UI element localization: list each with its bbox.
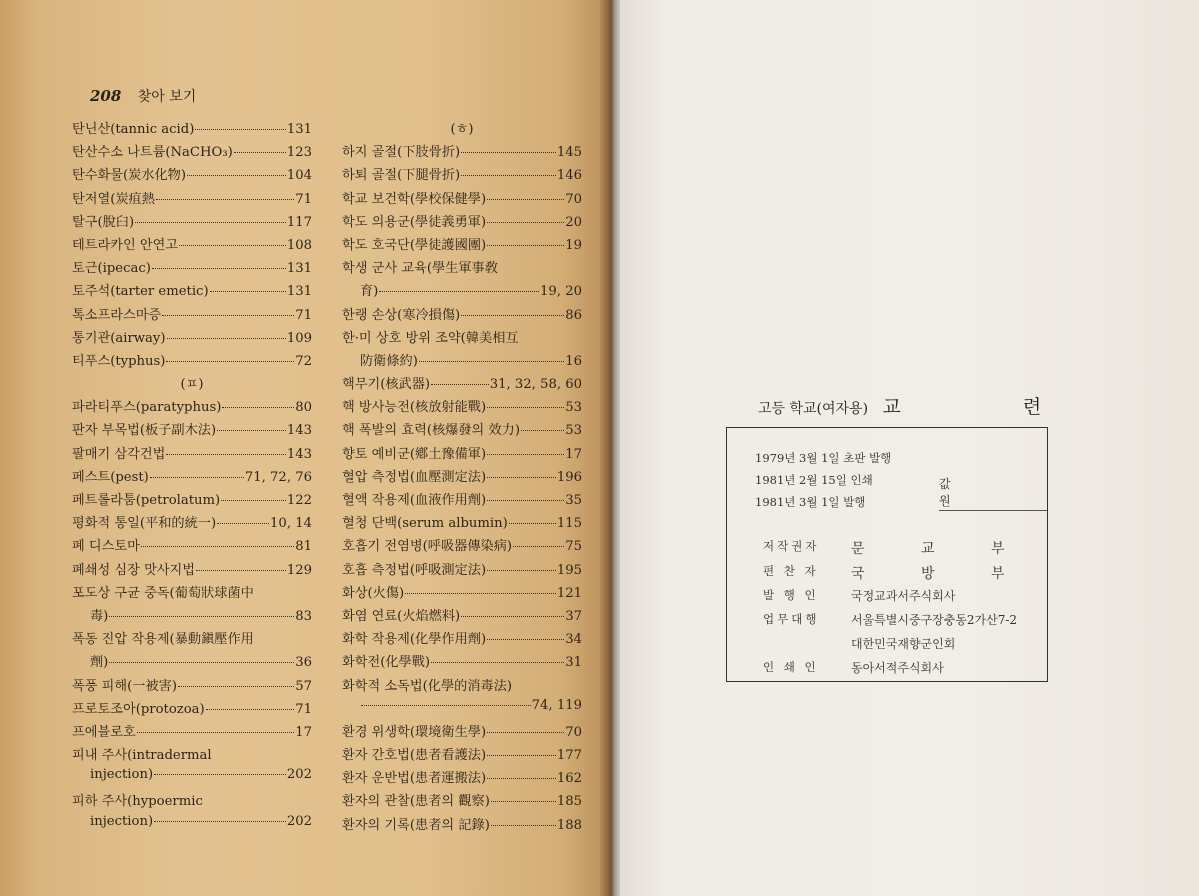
index-entry-term: 팔매기 삼각건법 [72,446,166,462]
index-entry [342,211,582,234]
index-entry-term: 포도상 구균 중독(葡萄狀球菌中 [72,585,254,601]
index-entry [72,814,312,837]
index-entry [342,419,582,442]
index-entry-term: 화상(火傷) [342,585,405,601]
index-section-heading: (ㅍ) [180,377,204,393]
index-entry-term: 프에블로호 [72,724,136,740]
index-entry-pages: 34 [565,632,582,648]
index-entry-term: 토주석(tarter emetic) [72,284,209,300]
index-entry-term: 화학 작용제(化學作用劑) [342,632,487,648]
dot-leader [461,315,564,316]
dot-leader [137,732,295,733]
index-entry-term: 한·미 상호 방위 조약(韓美相互 [342,330,519,346]
credit-value: 국 방 부 [851,566,1031,582]
dot-leader [521,430,564,431]
imprint-box [726,427,1048,682]
dot-leader [187,175,286,176]
index-entry-pages: 123 [286,145,312,161]
index-entry-pages: 143 [286,446,312,462]
index-entry-pages: 86 [565,307,582,323]
dot-leader [487,222,564,223]
index-entry [72,559,312,582]
index-entry-term: 혈청 단백(serum albumin) [342,516,508,532]
index-entry-pages: 17 [565,446,582,462]
credit-value: 대한민국재향군인회 [851,637,956,651]
dot-leader [405,593,556,594]
index-entry [342,164,582,187]
right-page [620,0,1199,896]
index-entry-continuation: injection) [90,767,154,783]
index-entry-pages: 36 [295,655,312,671]
index-entry-term: 환자 간호법(患者看護法) [342,748,487,764]
index-entry-pages: 202 [286,767,312,783]
dot-leader [361,705,531,706]
index-entry-term: 핵무기(核武器) [342,377,431,393]
index-entry-pages: 71 [295,307,312,323]
dot-leader [419,361,564,362]
index-entry-term: 탄닌산(tannic acid) [72,122,195,137]
page-number: 208 [90,87,122,105]
index-entry-term: 향토 예비군(鄕土豫備軍) [342,446,487,462]
credit-row [763,587,955,604]
index-entry [72,535,312,558]
dot-leader [513,546,564,547]
dot-leader [431,662,564,663]
imprint-book-title: 교 련 [882,396,1100,418]
index-entry-pages: 115 [556,516,582,532]
index-entry [72,443,312,466]
index-entry-pages: 37 [565,608,582,624]
index-entry-pages: 19 [565,237,582,253]
dot-leader [150,477,244,478]
dot-leader [509,523,556,524]
index-entry-continuation: 育) [360,284,379,300]
credit-label: 인 쇄 인 [763,660,819,674]
imprint-title [758,392,1099,419]
index-entry [342,814,582,837]
index-entry-term: 티푸스(typhus) [72,353,166,369]
index-entry-pages: 145 [556,145,582,161]
index-entry-term: 학도 호국단(學徒護國團) [342,237,487,253]
index-entry [342,489,582,512]
index-entry-pages: 74, 119 [531,697,582,713]
dot-leader [487,639,564,640]
index-entry-term: 한랭 손상(寒冷損傷) [342,307,461,323]
index-entry-pages: 117 [286,214,312,230]
index-entry [72,744,312,767]
index-entry [72,721,312,744]
index-entry-pages: 196 [556,469,582,485]
index-entry-pages: 20 [565,214,582,230]
credit-value: 문 교 부 [851,541,1031,557]
index-entry-term: 화학적 소독법(化學的消毒法) [342,678,513,694]
credit-row [763,538,1030,558]
book-gutter [600,0,622,896]
index-entry [72,188,312,211]
dot-leader [487,454,564,455]
index-entry-pages: 16 [565,353,582,369]
index-entry [342,234,582,257]
index-entry-term: 피내 주사(intradermal [72,748,212,764]
page-header-title: 찾아 보기 [137,89,197,105]
index-entry-term: 평화적 통일(平和的統一) [72,516,217,532]
dot-leader [135,222,286,223]
index-entry-pages: 31 [565,655,582,671]
dot-leader [222,407,294,408]
index-entry [342,582,582,605]
credit-value: 동아서적주식회사 [851,661,944,675]
index-entry-term: 핵 방사능전(核放射能戰) [342,400,487,416]
index-entry [342,790,582,813]
credit-row [763,563,1030,583]
index-entry-pages: 71 [295,191,312,207]
index-entry-continuation: 防衛條約) [360,353,418,369]
index-entry-pages: 75 [565,539,582,555]
index-entry [342,327,582,350]
index-entry-pages: 202 [286,813,312,829]
index-entry [342,744,582,767]
index-entry [72,327,312,350]
dot-leader [156,199,294,200]
index-entry-pages: 53 [565,423,582,439]
index-entry-pages: 108 [286,237,312,253]
index-entry-pages: 195 [556,562,582,578]
index-entry [72,396,312,419]
index-entry-term: 환자의 관찰(患者의 觀察) [342,794,490,810]
dot-leader [152,268,286,269]
credit-row [763,611,1017,628]
credit-label: 저작권자 [763,539,820,553]
index-entry-term: 학교 보건학(學校保健學) [342,191,487,207]
index-entry-term: 환경 위생학(環境衛生學) [342,724,487,740]
index-entry [72,628,312,651]
index-entry [72,466,312,489]
index-entry [72,118,312,141]
index-entry [342,396,582,419]
index-entry [72,698,312,721]
index-entry [342,721,582,744]
index-column-right [342,118,582,837]
index-entry [342,675,582,698]
index-section-heading: (ㅎ) [450,122,474,137]
index-entry [342,443,582,466]
index-entry [342,350,582,373]
index-entry [342,628,582,651]
index-entry-pages: 19, 20 [540,284,582,300]
index-entry-pages: 143 [286,423,312,439]
index-entry-pages: 35 [565,493,582,508]
dot-leader [487,477,556,478]
credit-label: 편 찬 자 [763,564,819,578]
index-entry-pages: 53 [565,400,582,416]
index-entry-term: 탄저열(炭疽熱 [72,191,155,207]
dot-leader [379,291,539,292]
index-entry-term: 톡소프라스마증 [72,307,162,323]
index-entry-pages: 72 [295,353,312,369]
dot-leader [487,500,564,501]
index-entry-term: 프로토조아(protozoa) [72,701,205,717]
index-entry [72,211,312,234]
dot-leader [461,152,556,153]
index-entry [342,257,582,280]
index-entry [342,605,582,628]
index-entry-term: 화학전(化學戰) [342,655,431,671]
index-entry-term: 폐 디스토마 [72,539,140,555]
index-entry-term: 하퇴 골절(下腿骨折) [342,168,461,184]
dot-leader [109,616,294,617]
index-entry-term: 화염 연료(火焰燃料) [342,608,461,624]
dot-leader [178,686,294,687]
credit-row [763,659,944,676]
page-header [90,86,196,106]
dot-leader [487,778,556,779]
dot-leader [487,755,556,756]
dot-leader [210,291,286,292]
index-entry-term: 탄수화물(炭水化物) [72,168,186,184]
index-entry-pages: 131 [286,284,312,300]
edition-line-1: 1979년 3월 1일 초판 발행 [755,451,892,465]
index-entry [342,559,582,582]
dot-leader [491,825,556,826]
index-entry-term: 탄산수소 나트륨(NaCHO₃) [72,145,233,161]
index-entry-term: 혈액 작용제(血液作用劑) [342,493,487,508]
index-entry-pages: 131 [286,122,312,137]
index-entry-continuation: 劑) [90,655,109,671]
dot-leader [154,774,286,775]
index-entry [72,304,312,327]
dot-leader [195,129,285,130]
index-entry [72,280,312,303]
index-entry-pages: 71, 72, 76 [244,469,312,485]
dot-leader [196,570,286,571]
dot-leader [461,175,556,176]
index-entry-term: 파라티푸스(paratyphus) [72,400,222,416]
index-entry-term: 핵 폭발의 효력(核爆發의 效力) [342,423,520,439]
index-entry [72,257,312,280]
index-entry-term: 폭동 진압 작용제(暴動鎭壓作用 [72,632,254,648]
index-entry [342,373,582,396]
dot-leader [167,338,286,339]
index-entry-pages: 122 [286,493,312,508]
index-entry-pages: 71 [295,701,312,717]
index-entry [342,141,582,164]
index-entry-term: 학도 의용군(學徒義勇軍) [342,214,487,230]
index-entry [72,164,312,187]
credit-value: 서울특별시중구장충동2가산7-2 [851,613,1018,627]
index-entry-term: 하지 골절(下肢骨折) [342,145,461,161]
index-entry-pages: 31, 32, 58, 60 [489,377,582,393]
index-entry-term: 페스트(pest) [72,469,149,485]
index-entry-pages: 81 [295,539,312,555]
index-entry-term: 환자의 기록(患者의 記錄) [342,817,490,833]
index-column-left [72,118,312,837]
dot-leader [487,570,556,571]
dot-leader [221,500,286,501]
index-entry [72,419,312,442]
index-entry [342,698,582,721]
index-entry-pages: 188 [556,817,582,833]
index-entry-pages: 83 [295,608,312,624]
index-entry-term: 혈압 측정법(血壓測定法) [342,469,487,485]
index-entry-term: 통기관(airway) [72,330,166,346]
index-entry-term: 테트라카인 안연고 [72,237,179,253]
dot-leader [217,430,286,431]
index-entry-pages: 129 [286,562,312,578]
dot-leader [461,616,564,617]
dot-leader [179,245,286,246]
index-entry [72,582,312,605]
index-entry-term: 피하 주사(hypoermic [72,794,203,810]
index-entry-pages: 10, 14 [270,516,312,532]
dot-leader [234,152,286,153]
dot-leader [154,821,286,822]
dot-leader [431,384,489,385]
index-entry [342,280,582,303]
index-entry-pages: 70 [565,724,582,740]
dot-leader [487,407,564,408]
index-entry-pages: 185 [556,794,582,810]
index-entry-pages: 57 [295,678,312,694]
index-entry-term: 호흡 측정법(呼吸測定法) [342,562,487,578]
credit-label: 발 행 인 [763,588,819,602]
dot-leader [491,801,556,802]
index-entry-pages: 80 [295,400,312,416]
index-entry [342,651,582,674]
dot-leader [487,199,564,200]
index-entry [72,767,312,790]
index-entry-term: 토근(ipecac) [72,261,151,277]
index-entry-pages: 177 [556,748,582,764]
dot-leader [206,709,295,710]
index-entry [342,512,582,535]
imprint-book-prefix: 고등 학교(여자용) [758,401,869,417]
index-entry-continuation: 毒) [90,608,109,624]
index-entry-term: 호흡기 전염병(呼吸器傳染病) [342,539,513,555]
index-entry-term: 페트롤라툼(petrolatum) [72,493,221,508]
index-entry-continuation: injection) [90,813,154,829]
credit-label: 업무대행 [763,612,820,626]
index-entry-term: 폭풍 피해(一被害) [72,678,178,694]
index-entry [72,675,312,698]
index-entry-pages: 70 [565,191,582,207]
dot-leader [141,546,294,547]
index-entry-term: 폐쇄성 심장 맛사지법 [72,562,196,578]
index-entry-pages: 109 [286,330,312,346]
index-entry-pages: 162 [556,771,582,787]
dot-leader [166,361,294,362]
credit-label [763,635,851,652]
index-entry [342,188,582,211]
index-entry [72,651,312,674]
dot-leader [109,662,294,663]
dot-leader [487,732,564,733]
index-entry-pages: 131 [286,261,312,277]
index-entry-term: 학생 군사 교육(學生軍事敎 [342,261,498,277]
index-entry [72,350,312,373]
dot-leader [217,523,269,524]
credit-value: 국정교과서주식회사 [851,589,956,603]
edition-line-3: 1981년 3월 1일 발행 [755,495,866,509]
credit-row [763,635,955,652]
dot-leader [166,454,285,455]
index-entry [342,304,582,327]
index-entry [342,535,582,558]
index-entry [72,234,312,257]
index-entry-term: 환자 운반법(患者運搬法) [342,771,487,787]
index-entry [342,466,582,489]
index-entry-pages: 17 [295,724,312,740]
index-entry [342,767,582,790]
index-entry-pages: 121 [556,585,582,601]
index-entry [72,141,312,164]
index-entry [72,605,312,628]
index-entry-pages: 104 [286,168,312,184]
index-entry-term: 탈구(脫臼) [72,214,135,230]
edition-line-2: 1981년 2월 15일 인쇄 [755,473,873,487]
dot-leader [487,245,564,246]
index-entry [72,489,312,512]
index-entry [72,790,312,813]
dot-leader [162,315,294,316]
index-entry-pages: 146 [556,168,582,184]
price-label: 값 원 [939,475,1047,511]
index-entry [72,512,312,535]
index-entry-term: 판자 부목법(板子副木法) [72,423,217,439]
